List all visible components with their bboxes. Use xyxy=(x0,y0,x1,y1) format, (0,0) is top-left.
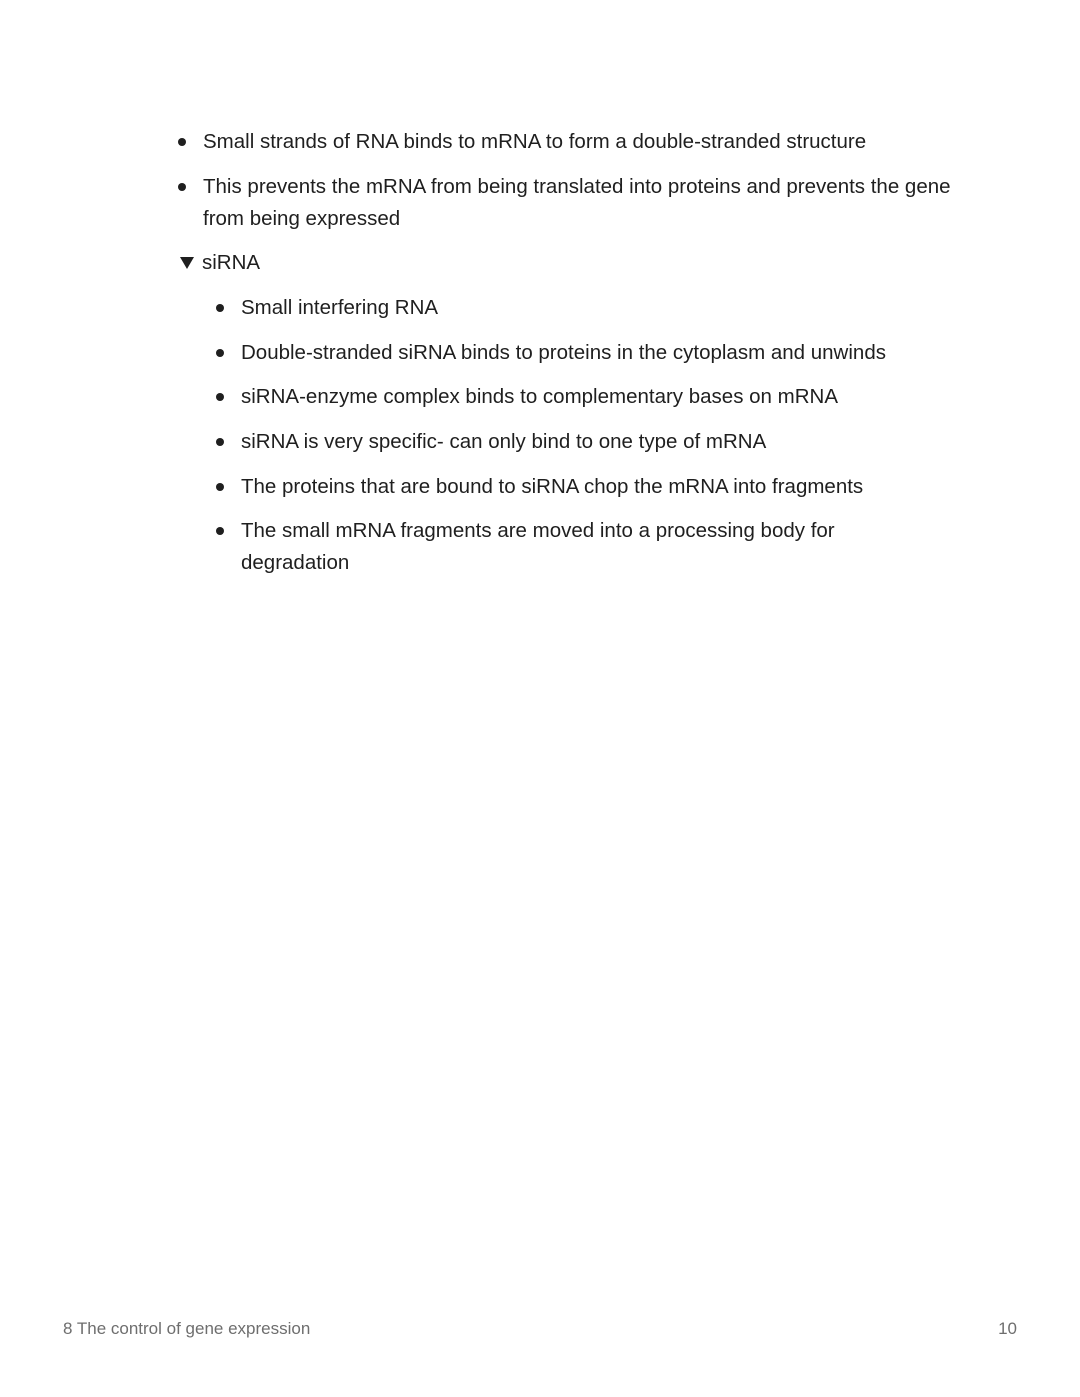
bullet-icon xyxy=(178,183,186,191)
list-item-text: Double-stranded siRNA binds to proteins in the cytoplasm and unwinds xyxy=(241,340,886,364)
list-item-text: siRNA is very specific- can only bind to one type of mRNA xyxy=(241,430,767,454)
list-item-text: Small strands of RNA binds to mRNA to form a double-stranded structure xyxy=(203,130,867,153)
list-item-text: The proteins that are bound to siRNA chop the mRNA into fragments xyxy=(241,474,864,498)
toggle-label: siRNA xyxy=(202,251,261,274)
list-item xyxy=(214,337,934,369)
list-item xyxy=(176,171,956,235)
list-item xyxy=(214,381,934,413)
page-number: 10 xyxy=(998,1319,1017,1338)
list-item-text: Small interfering RNA xyxy=(241,296,439,319)
footer-chapter: 8 The control of gene expression xyxy=(63,1319,311,1338)
sirna-toggle[interactable] xyxy=(180,248,260,278)
sirna-list xyxy=(214,292,934,592)
bullet-icon xyxy=(216,349,224,357)
list-item xyxy=(214,292,934,324)
bullet-list xyxy=(176,126,956,248)
list-item-text: siRNA-enzyme complex binds to complementary bases on mRNA xyxy=(241,385,839,409)
bullet-icon xyxy=(178,138,186,146)
list-item xyxy=(176,126,956,158)
triangle-down-icon[interactable] xyxy=(180,257,194,269)
list-item-text: This prevents the mRNA from being translated into proteins and prevents the gene from being expressed xyxy=(203,175,951,230)
list-item xyxy=(214,471,934,503)
bullet-icon xyxy=(216,438,224,446)
bullet-icon xyxy=(216,304,224,312)
list-item xyxy=(214,426,934,458)
bullet-icon xyxy=(216,393,224,401)
bullet-icon xyxy=(216,527,224,535)
list-item xyxy=(214,515,934,579)
list-item-text: The small mRNA fragments are moved into a processing body for degradation xyxy=(241,519,835,575)
bullet-icon xyxy=(216,483,224,491)
